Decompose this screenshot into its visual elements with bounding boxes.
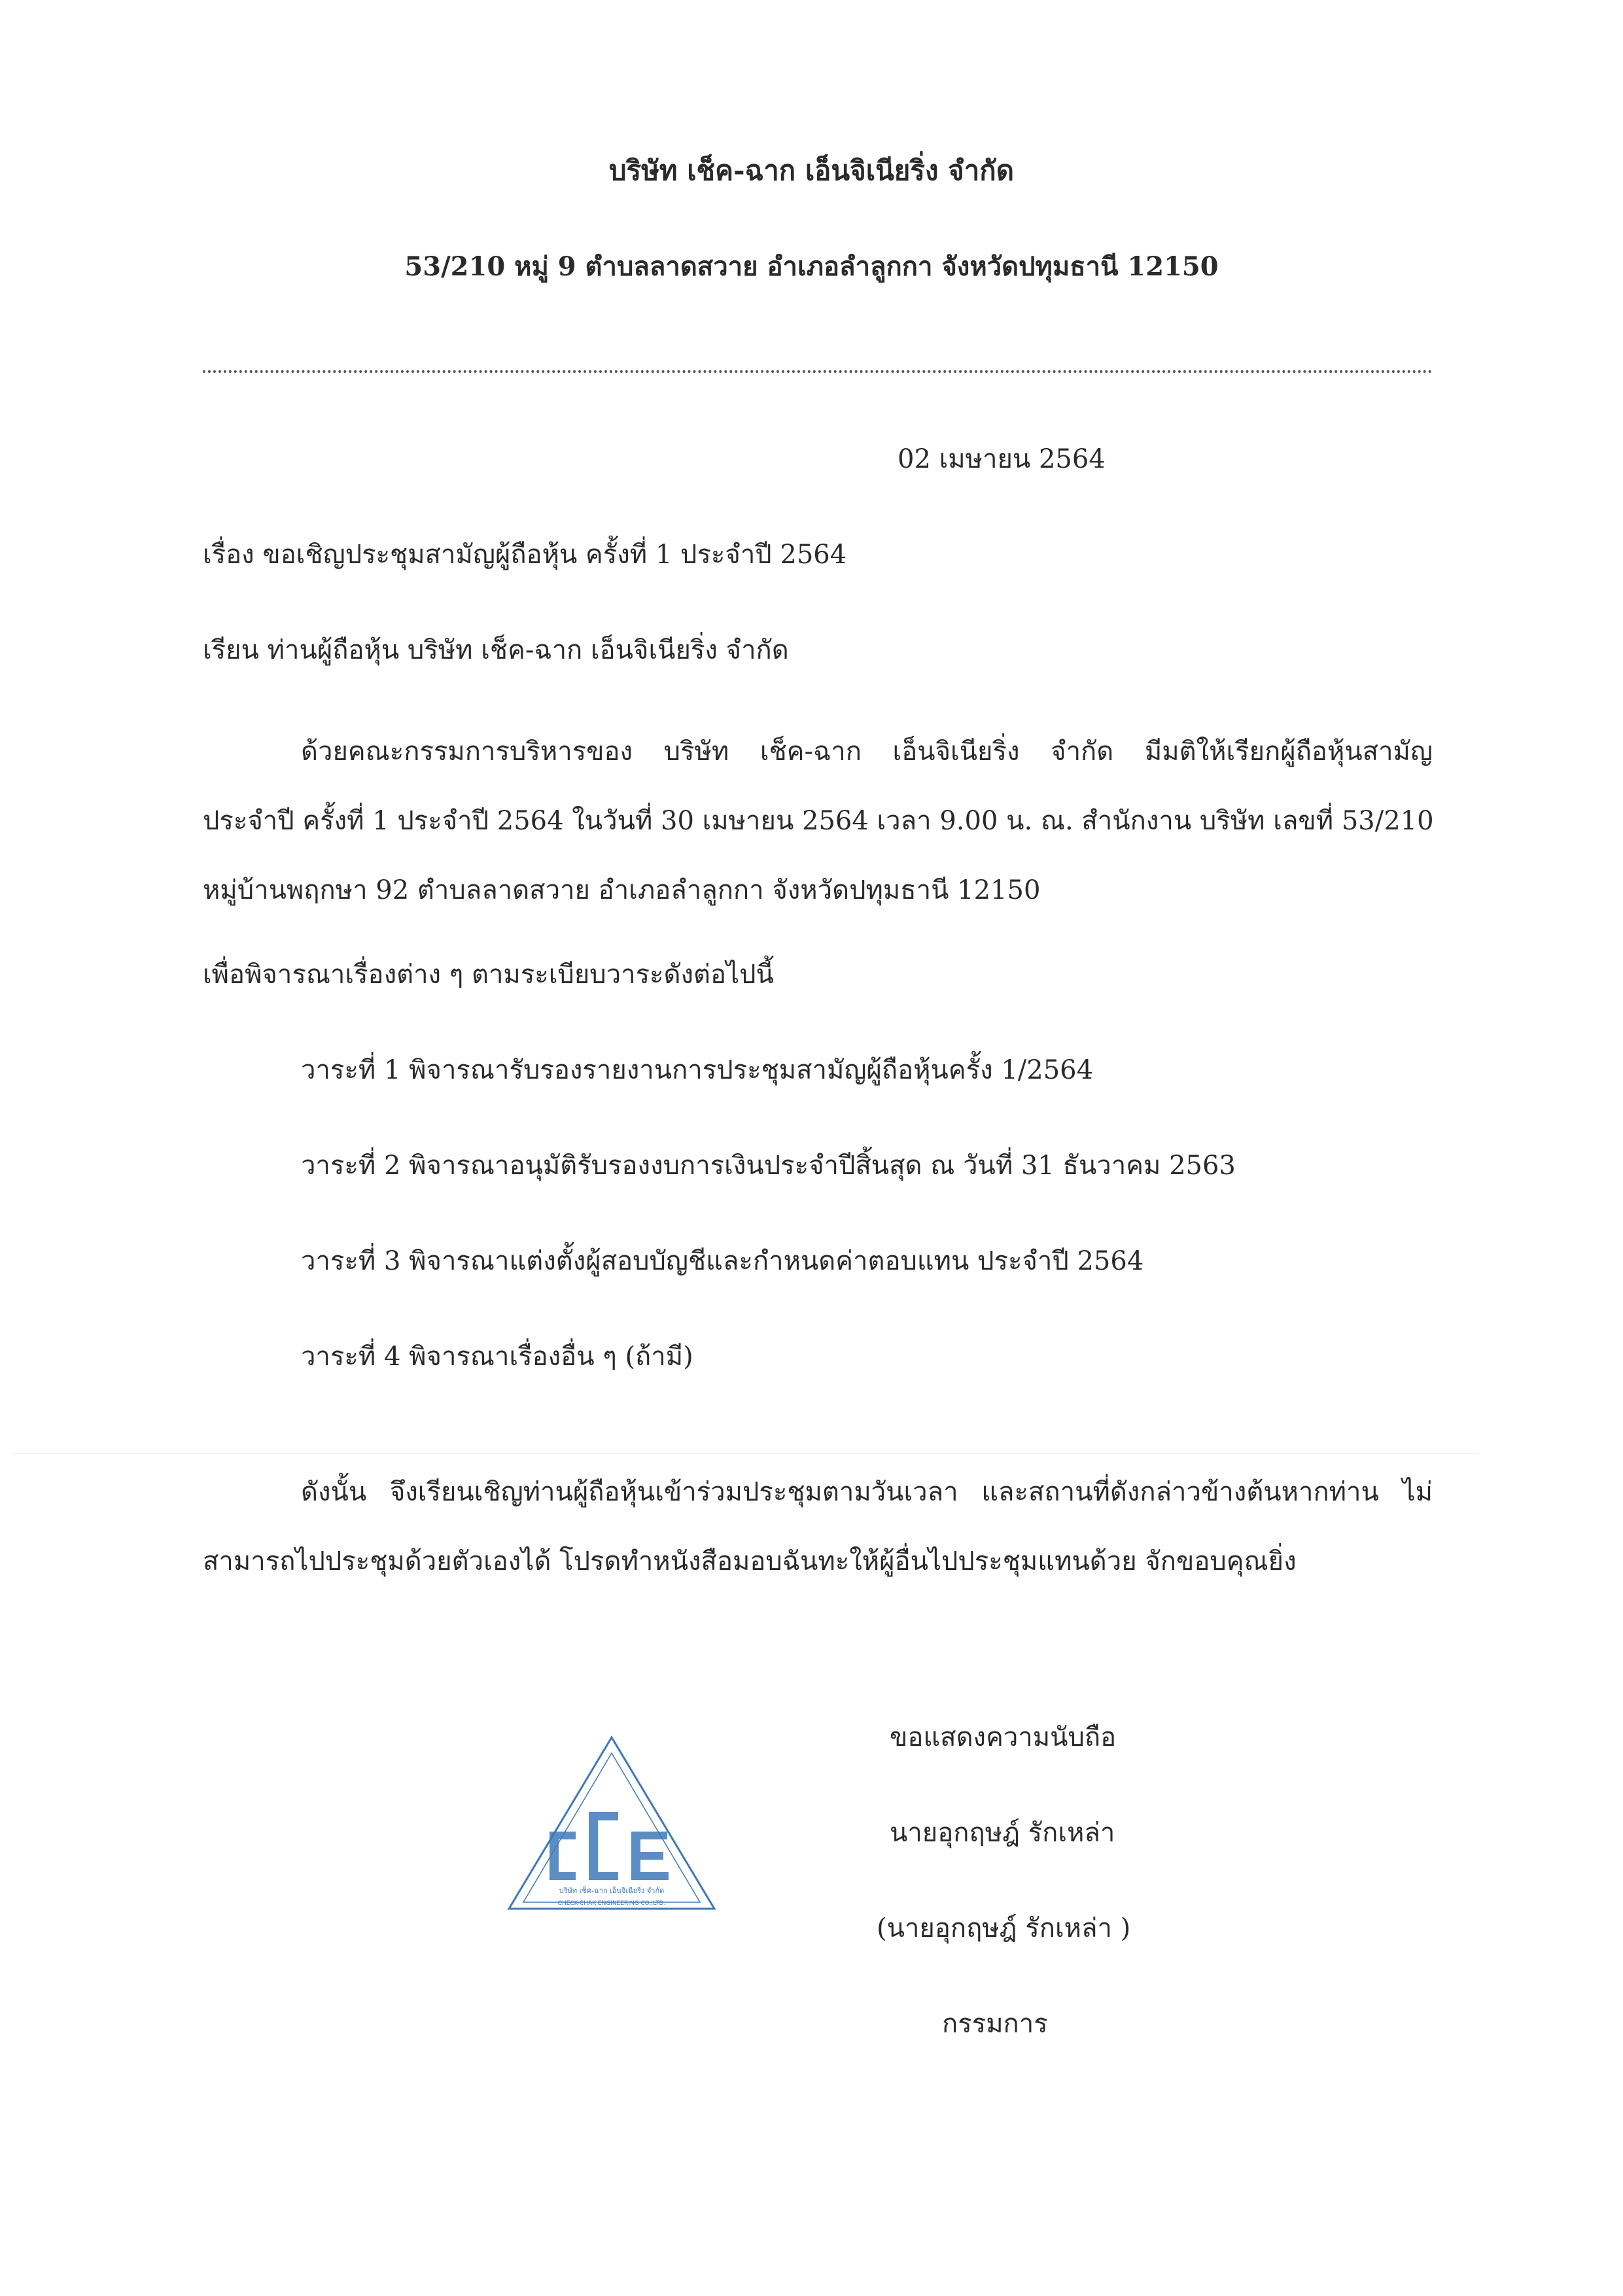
agenda-item: วาระที่ 1 พิจารณารับรองรายงานการประชุมสามัญผู้ถือหุ้นครั้ง 1/2564 <box>301 1055 1094 1085</box>
scan-line <box>13 1453 1478 1454</box>
body-line: ด้วยคณะกรรมการบริหารของ บริษัท เช็ค-ฉาก เอ็นจิเนียริ่ง จำกัด มีมติให้เรียกผู้ถือหุ้นสามัญ <box>301 737 1433 767</box>
header-divider <box>203 370 1433 373</box>
letter-salutation: เรียน ท่านผู้ถือหุ้น บริษัท เช็ค-ฉาก เอ็นจิเนียริ่ง จำกัด <box>203 635 789 665</box>
printed-name: (นายอุกฤษฎ์ รักเหล่า ) <box>877 1913 1131 1943</box>
agenda-item: วาระที่ 4 พิจารณาเรื่องอื่น ๆ (ถ้ามี) <box>301 1342 693 1372</box>
signed-name: นายอุกฤษฎ์ รักเหล่า <box>890 1818 1115 1848</box>
seal-letter-e <box>631 1832 669 1880</box>
seal-triangle-outer <box>509 1737 714 1909</box>
company-seal <box>504 1733 720 1917</box>
body-paragraph <box>203 730 1433 913</box>
regards-text: ขอแสดงความนับถือ <box>890 1722 1117 1752</box>
seal-english-text: CHECK-CHAK ENGINEERING CO.,LTD. <box>557 1900 666 1907</box>
company-address: 53/210 หมู่ 9 ตำบลลาดสวาย อำเภอลำลูกกา จังหวัดปทุมธานี 12150 <box>404 251 1219 282</box>
letter-subject: เรื่อง ขอเชิญประชุมสามัญผู้ถือหุ้น ครั้งที่ 1 ประจำปี 2564 <box>203 540 847 570</box>
body-line: ประจำปี ครั้งที่ 1 ประจำปี 2564 ในวันที่ 30 เมษายน 2564 เวลา 9.00 น. ณ. สำนักงาน บริษัท เลขที่ 53/210 <box>203 806 1434 836</box>
agenda-item: วาระที่ 2 พิจารณาอนุมัติรับรองงบการเงินประจำปีสิ้นสุด ณ วันที่ 31 ธันวาคม 2563 <box>301 1151 1236 1181</box>
seal-letter-c-middle <box>589 1812 618 1880</box>
seal-thai-text: บริษัท เช็ค-ฉาก เอ็นจิเนียริ่ง จำกัด <box>559 1887 665 1895</box>
company-name: บริษัท เช็ค-ฉาก เอ็นจิเนียริ่ง จำกัด <box>608 154 1014 186</box>
closing-line: สามารถไปประชุมด้วยตัวเองได้ โปรดทำหนังสือมอบฉันทะให้ผู้อื่นไปประชุมแทนด้วย จักขอบคุณยิ่ง <box>203 1546 1297 1576</box>
closing-line: ดังนั้น จึงเรียนเชิญท่านผู้ถือหุ้นเข้าร่วมประชุมตามวันเวลา และสถานที่ดังกล่าวข้างต้นหากท่าน ไม่ <box>301 1477 1433 1507</box>
seal-letter-c-left <box>550 1832 576 1880</box>
closing-paragraph <box>203 1470 1433 1588</box>
agenda-intro: เพื่อพิจารณาเรื่องต่าง ๆ ตามระเบียบวาระดังต่อไปนี้ <box>203 960 774 990</box>
letter-date: 02 เมษายน 2564 <box>898 444 1106 474</box>
agenda-item: วาระที่ 3 พิจารณาแต่งตั้งผู้สอบบัญชีและกำหนดค่าตอบแทน ประจำปี 2564 <box>301 1246 1144 1276</box>
body-line: หมู่บ้านพฤกษา 92 ตำบลลาดสวาย อำเภอลำลูกกา จังหวัดปทุมธานี 12150 <box>203 875 1041 905</box>
signer-position: กรรมการ <box>942 2009 1048 2039</box>
